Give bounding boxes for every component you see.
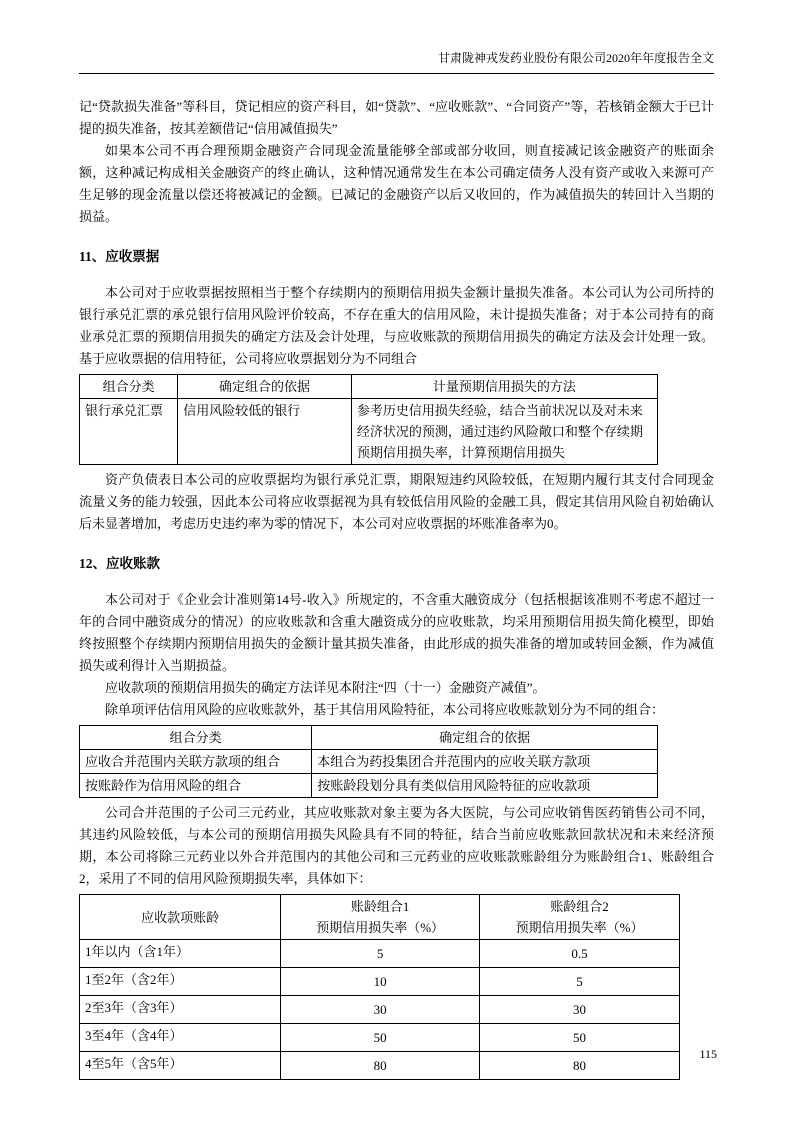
table-cell: 80 bbox=[281, 1052, 480, 1080]
table-cell: 2至3年（含3年） bbox=[80, 996, 281, 1024]
table-header-line: 预期信用损失率（%） bbox=[316, 920, 445, 935]
page-header bbox=[79, 50, 714, 74]
table-header-row bbox=[80, 375, 658, 399]
table-header-cell: 应收款项账龄 bbox=[80, 895, 281, 940]
table-cell: 按账龄作为信用风险的组合 bbox=[80, 774, 312, 798]
page-number: 115 bbox=[699, 1047, 717, 1061]
table-cell: 50 bbox=[281, 1024, 480, 1052]
table-cell: 4至5年（含5年） bbox=[80, 1052, 281, 1080]
table-cell: 30 bbox=[480, 996, 680, 1024]
page-header-title: 甘肃陇神戎发药业股份有限公司2020年年度报告全文 bbox=[437, 51, 714, 65]
table-cell: 10 bbox=[281, 968, 480, 996]
table-cell: 应收合并范围内关联方款项的组合 bbox=[80, 750, 312, 774]
paragraph: 应收款项的预期信用损失的确定方法详见本附注“四（十一）金融资产减值”。 bbox=[105, 680, 546, 695]
bank-acceptance-table bbox=[79, 374, 658, 465]
paragraph: 本公司对于应收票据按照相当于整个存续期内的预期信用损失金额计量损失准备。本公司认为公司所持的银行承兑汇票的承兑银行信用风险评价较高，不存在重大的信用风险，未计提损失准备；对于本公司持有的商业承兑汇票的预期信用损失的确定方法及会计处理，与应收账款的预期信用损失的确定方法及会计处理一致。基于应收票据的信用特征，公司将应收票据划分为不同组合 bbox=[79, 285, 714, 366]
table-row bbox=[80, 996, 680, 1024]
table-cell: 参考历史信用损失经验，结合当前状况以及对未来经济状况的预测，通过违约风险敞口和整个存续期预期信用损失率，计算预期信用损失 bbox=[351, 399, 657, 465]
table-cell: 80 bbox=[480, 1052, 680, 1080]
table-cell: 信用风险较低的银行 bbox=[178, 399, 352, 465]
table-cell: 50 bbox=[480, 1024, 680, 1052]
table-cell: 5 bbox=[480, 968, 680, 996]
table-header-cell bbox=[281, 895, 480, 940]
table-row bbox=[80, 399, 658, 465]
table-header-line: 账龄组合2 bbox=[550, 899, 609, 914]
table-row bbox=[80, 940, 680, 968]
table-header-row bbox=[80, 895, 680, 940]
paragraph: 本公司对于《企业会计准则第14号-收入》所规定的，不含重大融资成分（包括根据该准则不考虑不超过一年的合同中融资成分的情况）的应收账款和含重大融资成分的应收账款，均采用预期信用损失简化模型，即始终按照整个存续期内预期信用损失的金额计量其损失准备，由此形成的损失准备的增加或转回金额，作为减值损失或利得计入当期损益。 bbox=[79, 592, 714, 673]
table-cell: 本组合为药投集团合并范围内的应收关联方款项 bbox=[312, 750, 658, 774]
section-heading-11: 11、应收票据 bbox=[79, 249, 160, 264]
paragraph: 公司合并范围的子公司三元药业，其应收账款对象主要为各大医院，与公司应收销售医药销售公司不同，其违约风险较低，与本公司的预期信用损失风险具有不同的特征，结合当前应收账款回款状况和未来经济预期，本公司将除三元药业以外合并范围内的其他公司和三元药业的应收账款账龄组分为账龄组合1、账龄组合2，采用了不同的信用风险预期损失率，具体如下： bbox=[79, 805, 714, 886]
table-cell: 3至4年（含4年） bbox=[80, 1024, 281, 1052]
table-row bbox=[80, 1052, 680, 1080]
table-row bbox=[80, 968, 680, 996]
table-header-line: 账龄组合1 bbox=[350, 899, 410, 914]
table-header-row bbox=[80, 726, 658, 750]
paragraph: 如果本公司不再合理预期金融资产合同现金流量能够全部或部分收回，则直接减记该金融资产的账面余额，这种减记构成相关金融资产的终止确认，这种情况通常发生在本公司确定债务人没有资产或收入来源可产生足够的现金流量以偿还将被减记的金额。已减记的金融资产以后又收回的，作为减值损失的转回计入当期的损益。 bbox=[79, 143, 714, 224]
table-cell: 5 bbox=[281, 940, 480, 968]
table-header-cell: 组合分类 bbox=[80, 726, 312, 750]
table-header-cell: 计量预期信用损失的方法 bbox=[351, 375, 657, 399]
table-cell: 1至2年（含2年） bbox=[80, 968, 281, 996]
table-header-line: 预期信用损失率（%） bbox=[515, 920, 644, 935]
table-header-cell: 组合分类 bbox=[80, 375, 178, 399]
table-header-cell bbox=[480, 895, 680, 940]
table-header-cell: 确定组合的依据 bbox=[178, 375, 352, 399]
table-row bbox=[80, 774, 658, 798]
page-content bbox=[79, 96, 714, 1084]
table-row bbox=[80, 1024, 680, 1052]
table-row bbox=[80, 750, 658, 774]
table-cell: 30 bbox=[281, 996, 480, 1024]
aging-loss-rate-table bbox=[79, 894, 680, 1080]
receivables-groups-table bbox=[79, 725, 658, 798]
table-cell: 0.5 bbox=[480, 940, 680, 968]
section-heading-12: 12、应收账款 bbox=[79, 556, 160, 571]
table-cell: 按账龄段划分具有类似信用风险特征的应收款项 bbox=[312, 774, 658, 798]
table-cell: 银行承兑汇票 bbox=[80, 399, 178, 465]
paragraph-continuation: 记“贷款损失准备”等科目，贷记相应的资产科目，如“贷款”、“应收账款”、“合同资产”等，若核销金额大于已计提的损失准备，按其差额借记“信用减值损失” bbox=[79, 99, 714, 136]
paragraph: 除单项评估信用风险的应收账款外，基于其信用风险特征，本公司将应收账款划分为不同的组合： bbox=[105, 702, 665, 717]
table-header-cell: 确定组合的依据 bbox=[312, 726, 658, 750]
table-cell: 1年以内（含1年） bbox=[80, 940, 281, 968]
paragraph: 资产负债表日本公司的应收票据均为银行承兑汇票，期限短违约风险较低，在短期内履行其支付合同现金流量义务的能力较强，因此本公司将应收票据视为具有较低信用风险的金融工具，假定其信用风险自初始确认后未显著增加，考虑历史违约率为零的情况下，本公司对应收票据的坏账准备率为0。 bbox=[79, 472, 714, 531]
